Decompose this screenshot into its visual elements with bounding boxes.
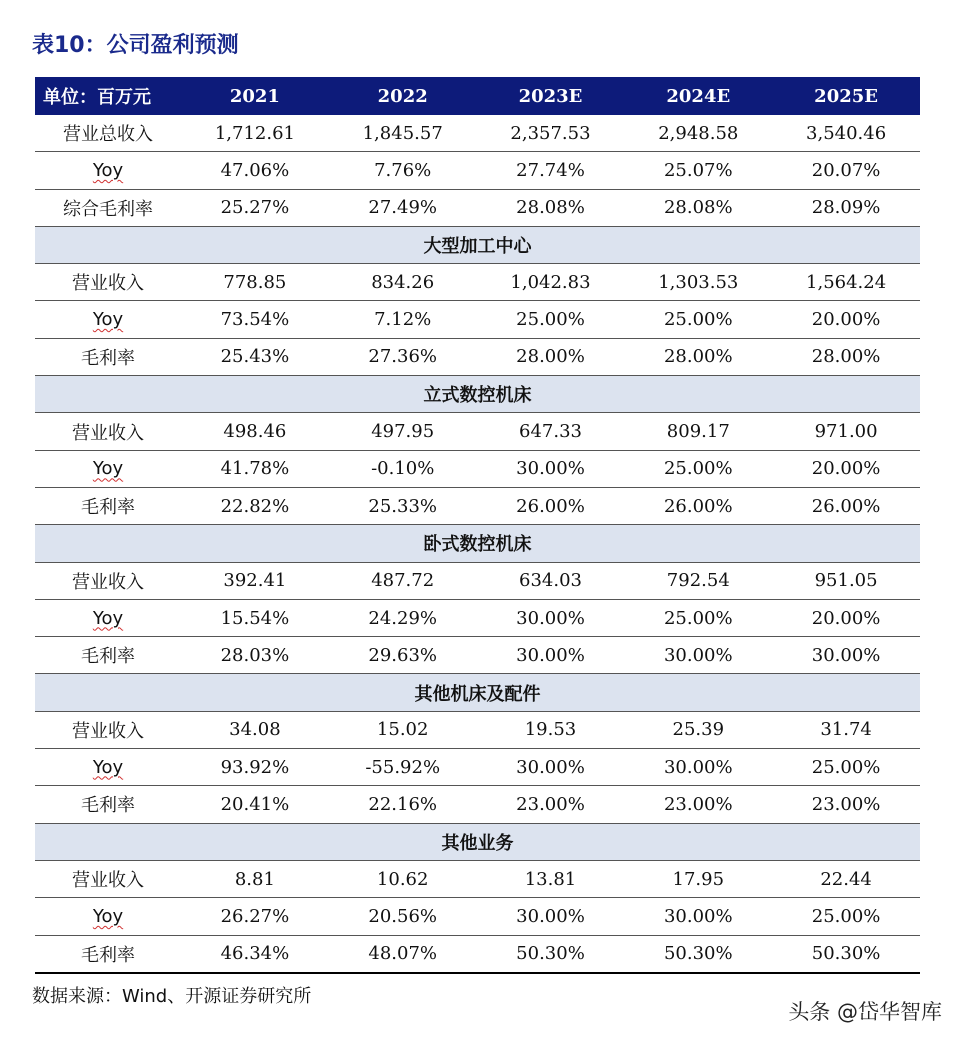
row-label-text: Yoy [92, 309, 124, 331]
row-label-text: Yoy [92, 607, 124, 629]
value-cell: 2,357.53 [477, 115, 625, 152]
value-cell: 20.56% [329, 898, 477, 935]
value-cell: 20.41% [181, 786, 329, 823]
row-label [35, 599, 181, 636]
value-cell: 34.08 [181, 711, 329, 748]
row-label-text: Yoy [92, 458, 124, 480]
row-label-text: Yoy [92, 756, 124, 778]
row-label-text: 营业收入 [72, 870, 144, 892]
value-cell: 22.16% [329, 786, 477, 823]
value-cell: 392.41 [181, 562, 329, 599]
value-cell: 48.07% [329, 935, 477, 973]
table-row [35, 786, 920, 823]
table-row [35, 189, 920, 226]
value-cell: 25.33% [329, 487, 477, 524]
value-cell: 17.95 [624, 860, 772, 897]
value-cell: 26.27% [181, 898, 329, 935]
value-cell: 30.00% [624, 749, 772, 786]
value-cell: 25.27% [181, 189, 329, 226]
table-body [35, 115, 920, 973]
value-cell: 28.00% [772, 338, 920, 375]
section-title: 大型加工中心 [35, 226, 920, 263]
table-row [35, 898, 920, 935]
value-cell: 25.00% [772, 749, 920, 786]
value-cell: 1,712.61 [181, 115, 329, 152]
value-cell: 28.00% [624, 338, 772, 375]
table-row [35, 301, 920, 338]
table-row [35, 450, 920, 487]
value-cell: 30.00% [477, 898, 625, 935]
row-label [35, 562, 181, 599]
watermark: 头条 @岱华智库 [788, 1000, 942, 1024]
value-cell: 29.63% [329, 637, 477, 674]
table-row [35, 749, 920, 786]
header-row [35, 77, 920, 115]
row-label-text: 毛利率 [81, 646, 135, 668]
value-cell: 1,564.24 [772, 264, 920, 301]
table-row [35, 338, 920, 375]
header-cell-unit: 单位：百万元 [35, 77, 181, 115]
value-cell: 7.12% [329, 301, 477, 338]
row-label [35, 898, 181, 935]
row-label-text: 毛利率 [81, 944, 135, 966]
row-label [35, 786, 181, 823]
value-cell: 50.30% [624, 935, 772, 973]
row-label [35, 637, 181, 674]
value-cell: 25.00% [772, 898, 920, 935]
header-cell-2025e: 2025E [772, 77, 920, 115]
row-label [35, 152, 181, 189]
row-label-text: 毛利率 [81, 795, 135, 817]
value-cell: 971.00 [772, 413, 920, 450]
value-cell: 20.00% [772, 599, 920, 636]
value-cell: 20.07% [772, 152, 920, 189]
value-cell: 25.00% [624, 301, 772, 338]
value-cell: 26.00% [477, 487, 625, 524]
row-label-text: 综合毛利率 [63, 198, 153, 220]
value-cell: 22.44 [772, 860, 920, 897]
row-label [35, 115, 181, 152]
value-cell: 30.00% [477, 637, 625, 674]
value-cell: 24.29% [329, 599, 477, 636]
value-cell: 15.02 [329, 711, 477, 748]
row-label-text: 营业收入 [72, 273, 144, 295]
value-cell: 30.00% [477, 599, 625, 636]
row-label [35, 301, 181, 338]
row-label-text: 营业收入 [72, 422, 144, 444]
section-title: 其他机床及配件 [35, 674, 920, 711]
value-cell: 27.49% [329, 189, 477, 226]
value-cell: 30.00% [624, 637, 772, 674]
value-cell: 73.54% [181, 301, 329, 338]
value-cell: 26.00% [624, 487, 772, 524]
value-cell: 834.26 [329, 264, 477, 301]
section-title: 立式数控机床 [35, 376, 920, 413]
row-label [35, 749, 181, 786]
row-label [35, 338, 181, 375]
header-cell-2023e: 2023E [477, 77, 625, 115]
value-cell: 3,540.46 [772, 115, 920, 152]
value-cell: 46.34% [181, 935, 329, 973]
value-cell: 30.00% [477, 450, 625, 487]
row-label-text: 毛利率 [81, 347, 135, 369]
value-cell: 23.00% [624, 786, 772, 823]
value-cell: 28.03% [181, 637, 329, 674]
section-title: 其他业务 [35, 823, 920, 860]
value-cell: 50.30% [477, 935, 625, 973]
value-cell: 30.00% [772, 637, 920, 674]
value-cell: 28.00% [477, 338, 625, 375]
section-header-row [35, 674, 920, 711]
table-row [35, 115, 920, 152]
section-title: 卧式数控机床 [35, 525, 920, 562]
value-cell: 951.05 [772, 562, 920, 599]
section-header-row [35, 376, 920, 413]
row-label [35, 711, 181, 748]
row-label [35, 189, 181, 226]
row-label-text: 营业收入 [72, 571, 144, 593]
value-cell: 1,303.53 [624, 264, 772, 301]
value-cell: 15.54% [181, 599, 329, 636]
table-row [35, 860, 920, 897]
table-row [35, 152, 920, 189]
value-cell: 28.09% [772, 189, 920, 226]
table-row [35, 711, 920, 748]
value-cell: 28.08% [624, 189, 772, 226]
value-cell: 93.92% [181, 749, 329, 786]
row-label-text: Yoy [92, 905, 124, 927]
value-cell: 10.62 [329, 860, 477, 897]
table-row [35, 637, 920, 674]
value-cell: 50.30% [772, 935, 920, 973]
value-cell: 23.00% [772, 786, 920, 823]
data-source-note: 数据来源：Wind、开源证券研究所 [32, 986, 312, 1007]
value-cell: 1,845.57 [329, 115, 477, 152]
value-cell: 778.85 [181, 264, 329, 301]
value-cell: 497.95 [329, 413, 477, 450]
header-cell-2021: 2021 [181, 77, 329, 115]
row-label [35, 264, 181, 301]
value-cell: 23.00% [477, 786, 625, 823]
value-cell: 27.74% [477, 152, 625, 189]
header-cell-2022: 2022 [329, 77, 477, 115]
table-row [35, 935, 920, 973]
value-cell: 7.76% [329, 152, 477, 189]
table-row [35, 562, 920, 599]
profit-forecast-table [35, 77, 920, 974]
value-cell: 28.08% [477, 189, 625, 226]
value-cell: 25.07% [624, 152, 772, 189]
row-label-text: 营业收入 [72, 720, 144, 742]
value-cell: 25.00% [624, 599, 772, 636]
value-cell: 41.78% [181, 450, 329, 487]
value-cell: 25.00% [477, 301, 625, 338]
value-cell: 25.00% [624, 450, 772, 487]
header-cell-2024e: 2024E [624, 77, 772, 115]
value-cell: 47.06% [181, 152, 329, 189]
table-row [35, 264, 920, 301]
value-cell: 809.17 [624, 413, 772, 450]
value-cell: 25.39 [624, 711, 772, 748]
value-cell: 27.36% [329, 338, 477, 375]
value-cell: 2,948.58 [624, 115, 772, 152]
value-cell: -55.92% [329, 749, 477, 786]
value-cell: 30.00% [624, 898, 772, 935]
value-cell: 792.54 [624, 562, 772, 599]
value-cell: 22.82% [181, 487, 329, 524]
row-label-text: 营业总收入 [63, 124, 153, 146]
table-row [35, 413, 920, 450]
value-cell: -0.10% [329, 450, 477, 487]
table-row [35, 487, 920, 524]
value-cell: 20.00% [772, 301, 920, 338]
section-header-row [35, 823, 920, 860]
value-cell: 19.53 [477, 711, 625, 748]
row-label [35, 935, 181, 973]
value-cell: 634.03 [477, 562, 625, 599]
table-row [35, 599, 920, 636]
row-label [35, 860, 181, 897]
value-cell: 26.00% [772, 487, 920, 524]
value-cell: 25.43% [181, 338, 329, 375]
value-cell: 20.00% [772, 450, 920, 487]
row-label [35, 487, 181, 524]
value-cell: 31.74 [772, 711, 920, 748]
value-cell: 13.81 [477, 860, 625, 897]
row-label [35, 413, 181, 450]
section-header-row [35, 226, 920, 263]
value-cell: 647.33 [477, 413, 625, 450]
value-cell: 8.81 [181, 860, 329, 897]
row-label [35, 450, 181, 487]
row-label-text: 毛利率 [81, 497, 135, 519]
value-cell: 498.46 [181, 413, 329, 450]
table-title: 表10：公司盈利预测 [32, 33, 239, 58]
row-label-text: Yoy [92, 159, 124, 181]
section-header-row [35, 525, 920, 562]
value-cell: 487.72 [329, 562, 477, 599]
value-cell: 30.00% [477, 749, 625, 786]
value-cell: 1,042.83 [477, 264, 625, 301]
